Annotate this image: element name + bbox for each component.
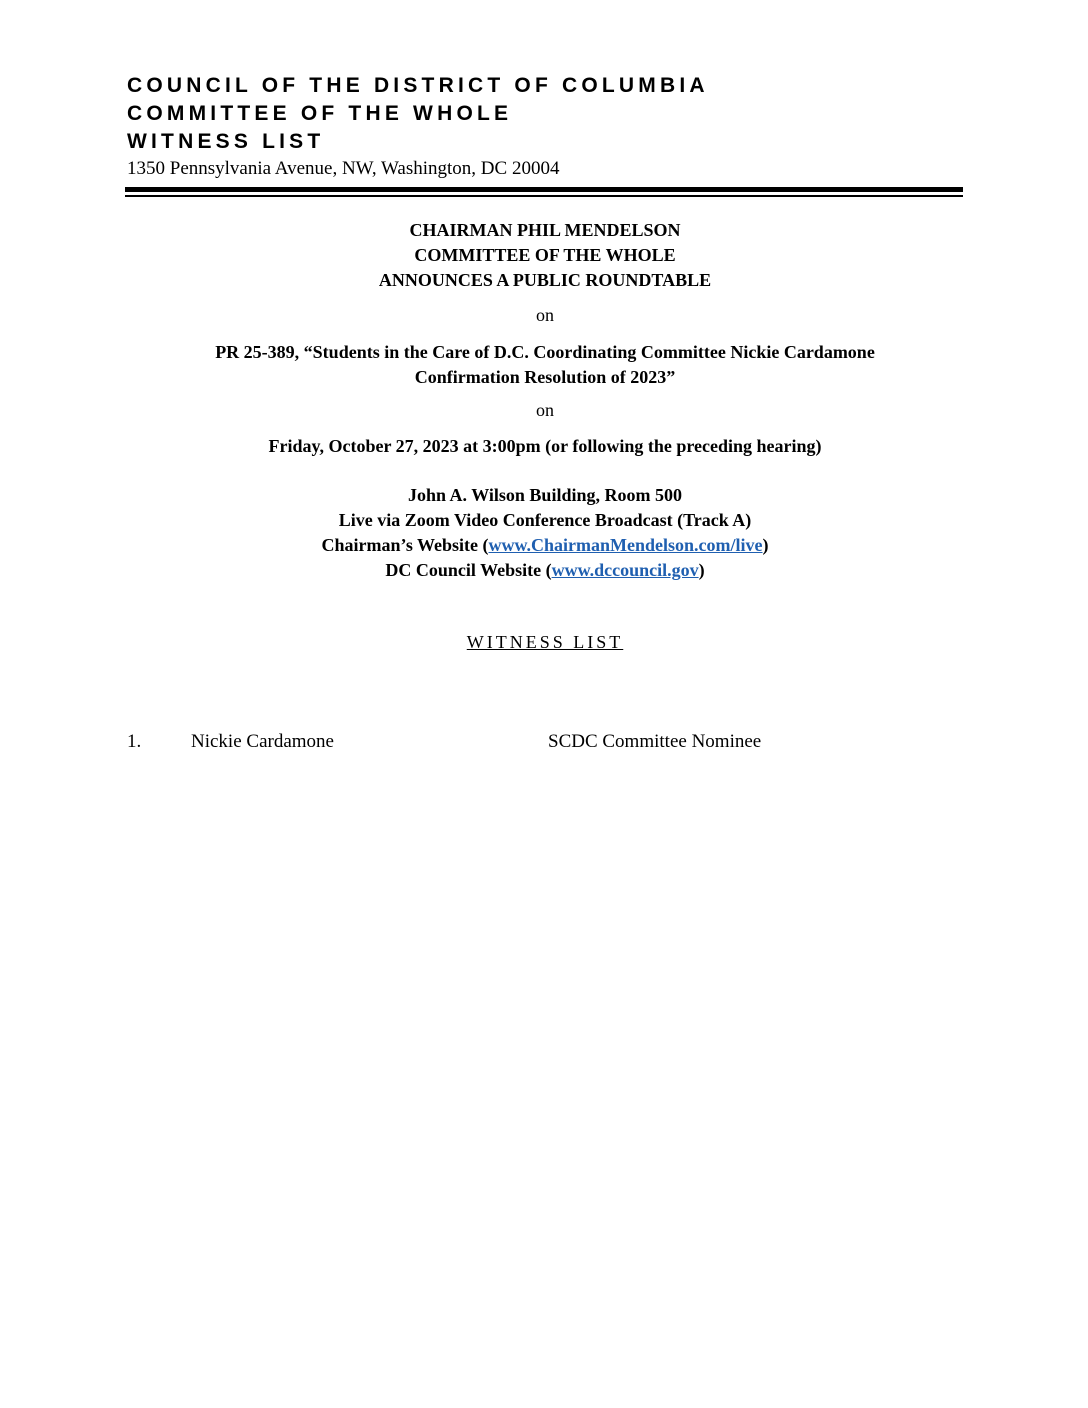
chairman-website-prefix: Chairman’s Website ( <box>321 535 489 555</box>
on-separator-1 <box>127 303 963 328</box>
measure-title <box>127 340 963 390</box>
committee-line: COMMITTEE OF THE WHOLE <box>414 245 676 265</box>
council-address: 1350 Pennsylvania Avenue, NW, Washington, DC 20004 <box>127 158 560 179</box>
on-text-1: on <box>536 305 554 325</box>
on-separator-2 <box>127 398 963 423</box>
date-time-line: Friday, October 27, 2023 at 3:00pm (or following the preceding hearing) <box>268 436 822 456</box>
letterhead <box>127 72 963 182</box>
chairman-line: CHAIRMAN PHIL MENDELSON <box>409 220 681 240</box>
header-rule-thick <box>125 187 963 192</box>
date-time <box>127 434 963 459</box>
chairman-website-suffix: ) <box>762 535 769 555</box>
measure-title-line-2: Confirmation Resolution of 2023” <box>414 367 676 387</box>
council-website-line <box>127 558 963 583</box>
witness-role: SCDC Committee Nominee <box>548 731 762 752</box>
chairman-website-link[interactable]: www.ChairmanMendelson.com/live <box>488 535 763 555</box>
witness-list-heading: WITNESS LIST <box>466 632 624 652</box>
zoom-line: Live via Zoom Video Conference Broadcast (Track A) <box>338 510 752 530</box>
measure-title-line-1: PR 25-389, “Students in the Care of D.C. Coordinating Committee Nickie Cardamone <box>215 342 875 362</box>
location-block <box>127 483 963 583</box>
witness-name: Nickie Cardamone <box>191 731 334 752</box>
announces-line: ANNOUNCES A PUBLIC ROUNDTABLE <box>378 270 712 290</box>
header-rule-thin <box>125 195 963 197</box>
building-line: John A. Wilson Building, Room 500 <box>408 485 682 505</box>
chairman-website-line <box>127 533 963 558</box>
council-website-suffix: ) <box>698 560 705 580</box>
witness-number: 1. <box>127 731 142 752</box>
council-website-link[interactable]: www.dccouncil.gov <box>551 560 699 580</box>
document-type: WITNESS LIST <box>127 130 325 153</box>
committee-name: COMMITTEE OF THE WHOLE <box>127 102 513 125</box>
council-name: COUNCIL OF THE DISTRICT OF COLUMBIA <box>127 74 709 97</box>
witness-list-heading-block <box>127 630 963 654</box>
council-website-prefix: DC Council Website ( <box>385 560 552 580</box>
announcement-block <box>127 218 963 293</box>
on-text-2: on <box>536 400 554 420</box>
